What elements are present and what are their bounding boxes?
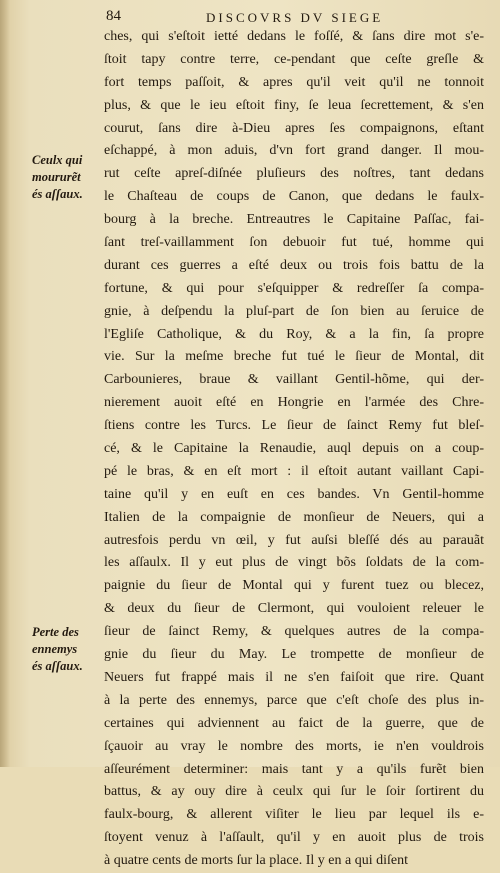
text-line: durant ces guerres a eſté deux ou trois fois battu de la xyxy=(104,257,484,273)
text-line: plus, & que le ieu eſtoit finy, ſe leua ſecrettement, & s'en xyxy=(104,97,484,113)
text-line: à quatre cents de morts ſur la place. Il y en a qui diſent xyxy=(104,853,409,869)
text-line: fort temps paſſoit, & apres qu'il veit qu'il ne tonnoit xyxy=(104,74,484,90)
text-line: ſçauoir au vray le nombre des morts, ie n'en vouldrois xyxy=(104,738,484,754)
text-line: courut, ſans dire à-Dieu apres ſes compaignons, eſtant xyxy=(104,120,484,136)
margin-note-line: és aſſaux. xyxy=(32,187,83,201)
text-line: certaines qui adviennent au faict de la guerre, que de xyxy=(104,715,484,731)
margin-note-line: Ceulx qui xyxy=(32,153,83,167)
text-line: faulx-bourg, & allerent viſiter le lieu par lequel ils e- xyxy=(104,807,484,823)
body-text xyxy=(104,26,484,873)
text-line: ches, qui s'eſtoit ietté dedans le foſſé, & ſans dire mot s'e- xyxy=(104,29,484,44)
text-line: les aſſaulx. Il y eut plus de vingt bõs ſoldats de la com- xyxy=(104,555,484,571)
text-line: le Chaſteau de coups de Canon, que dedans le faulx- xyxy=(104,189,484,205)
text-line: & deux du ſieur de Clermont, qui vouloient releuer le xyxy=(104,601,484,617)
margin-note-line: Perte des xyxy=(32,625,79,639)
text-line: bourg à la breche. Entreautres le Capitaine Paſſac, fai- xyxy=(104,212,484,228)
page-number: 84 xyxy=(106,8,121,24)
text-line: battus, & ay ouy dire à ceulx qui ſur le ſoir ſortirent du xyxy=(104,784,484,800)
text-line: Carbounieres, braue & vaillant Gentil-hõme, qui der- xyxy=(104,372,484,388)
text-line: rut ceſte apreſ-diſnée pluſieurs des noſtres, tant dedans xyxy=(104,166,484,182)
text-line: taine qu'il y en euſt en ces bandes. Vn Gentil-homme xyxy=(104,486,484,502)
text-line: ſant treſ-vaillamment ſon debuoir fut tué, homme qui xyxy=(104,235,484,251)
page-header xyxy=(96,8,486,26)
text-line: pé le bras, & en eſt mort : il eſtoit autant vaillant Capi- xyxy=(104,463,484,479)
text-line: autresfois perdu vn œil, y fut auſsi bleſſé dés au parauãt xyxy=(104,532,484,548)
book-gutter-shadow xyxy=(0,0,10,767)
text-line: l'Egliſe Catholique, & du Roy, & a la fin, ſa propre xyxy=(104,326,484,342)
text-line: gnie, à deſpendu la pluſ-part de ſon bien au ſeruice de xyxy=(104,303,484,319)
text-line: cé, & le Capitaine la Renaudie, auql depuis on a coup- xyxy=(104,441,484,457)
text-line: ſieur de ſainct Remy, & quelques autres de la compa- xyxy=(104,624,484,640)
running-title: DISCOVRS DV SIEGE xyxy=(206,10,384,25)
text-line: fortune, & qui pour s'eſquipper & redreſſer ſa compa- xyxy=(104,280,484,296)
text-line: à la perte des ennemys, parce que c'eſt choſe des plus in- xyxy=(104,692,484,708)
margin-note-line: ennemys xyxy=(32,642,78,656)
text-line: ſtiens contre les Turcs. Le ſieur de ſainct Remy fut bleſ- xyxy=(104,418,484,434)
text-line: gnie du ſieur du May. Le trompette de monſieur de xyxy=(104,647,484,663)
text-line: eſchappé, à mon aduis, d'vn fort grand danger. Il mou- xyxy=(104,143,484,159)
text-line: Neuers fut frappé mais il ne s'en faiſoit que rire. Quant xyxy=(104,669,484,685)
margin-note-line: moururẽt xyxy=(32,170,81,184)
text-line: nierement auoit eſté en Hongrie en l'armée des Chre- xyxy=(104,395,484,411)
margin-note-line: és aſſaux. xyxy=(32,659,83,673)
text-line: ſtoit tapy contre terre, ce-pendant que ceſte greſle & xyxy=(104,51,484,67)
text-line: aſſeurément determiner: mais tant y a qu'ils furẽt bien xyxy=(104,761,484,777)
text-line: Italien de la compaignie de monſieur de Neuers, qui a xyxy=(104,509,484,525)
margin-note-deaths xyxy=(32,152,106,203)
text-line: vie. Sur la meſme breche fut tué le ſieur de Montal, dit xyxy=(104,349,484,365)
text-line: ſtoyent venuz à l'aſſault, qu'il y en auoit plus de trois xyxy=(104,830,484,846)
text-line: paignie du ſieur de Montal qui y furent tuez ou blecez, xyxy=(104,578,484,594)
margin-note-enemy-losses xyxy=(32,624,106,675)
